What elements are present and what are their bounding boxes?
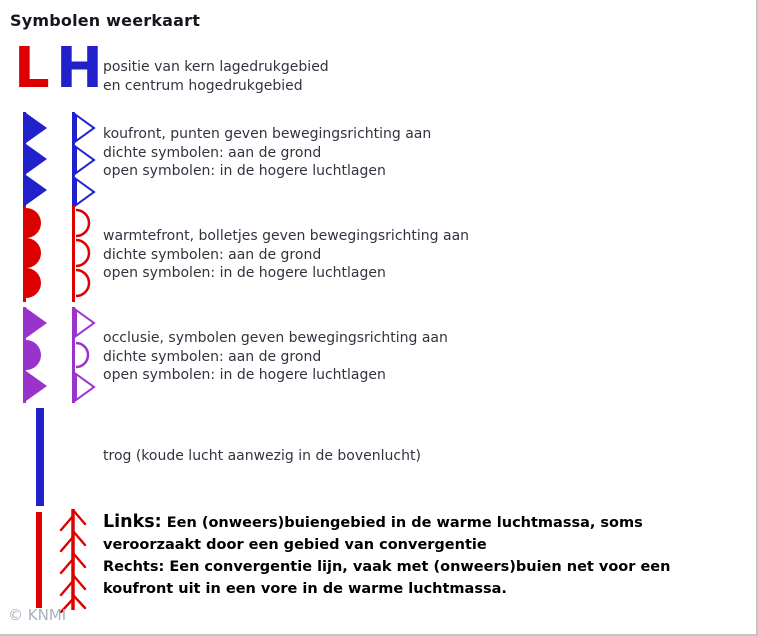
description-line: dichte symbolen: aan de grond xyxy=(103,144,322,161)
warm-front-open-icon xyxy=(72,206,98,306)
description-line xyxy=(103,511,683,534)
occlusion-solid-icon xyxy=(23,307,49,407)
occlusion-open-icon xyxy=(72,307,98,407)
squall-line-icon xyxy=(36,512,42,608)
occlusion-description xyxy=(103,329,448,385)
pressure-description xyxy=(103,58,329,95)
description-line: positie van kern lagedrukgebied xyxy=(103,59,329,75)
cold-front-solid-icon xyxy=(23,112,49,212)
warm-front-solid-icon xyxy=(23,206,49,306)
convergence-line-icon xyxy=(55,507,91,617)
description-line: Rechts: Een convergentie lijn, vaak met (onweers)buien net voor een xyxy=(103,559,671,575)
description-line: trog (koude lucht aanwezig in de bovenlucht) xyxy=(103,448,421,464)
description-line: koufront uit in een vore in de warme luchtmassa. xyxy=(103,581,507,597)
high-pressure-letter: H xyxy=(56,36,103,101)
description-line: veroorzaakt door een gebied van convergentie xyxy=(103,537,487,553)
cold-front-open-icon xyxy=(72,112,98,212)
trough-description xyxy=(103,447,421,466)
description-line: koufront, punten geven bewegingsrichting aan xyxy=(103,126,432,142)
description-line: dichte symbolen: aan de grond xyxy=(103,348,322,365)
description-line: open symbolen: in de hogere luchtlagen xyxy=(103,265,386,281)
page-title: Symbolen weerkaart xyxy=(10,11,201,30)
description-line: open symbolen: in de hogere luchtlagen xyxy=(103,163,386,179)
cold-front-description xyxy=(103,125,431,181)
description-line: warmtefront, bolletjes geven bewegingsrichting aan xyxy=(103,228,470,244)
warm-front-description xyxy=(103,227,469,283)
description-line-rest: Een (onweers)buiengebied in de warme luchtmassa, soms xyxy=(161,515,643,531)
description-line: en centrum hogedrukgebied xyxy=(103,77,303,94)
links-label: Links: xyxy=(103,512,162,532)
low-pressure-letter: L xyxy=(14,36,50,101)
description-line: open symbolen: in de hogere luchtlagen xyxy=(103,367,386,383)
knmi-watermark: © KNMI xyxy=(8,606,67,624)
convergence-description xyxy=(103,511,683,600)
description-line: dichte symbolen: aan de grond xyxy=(103,246,322,263)
trough-line-icon xyxy=(36,408,44,506)
description-line: occlusie, symbolen geven bewegingsrichting aan xyxy=(103,330,448,346)
